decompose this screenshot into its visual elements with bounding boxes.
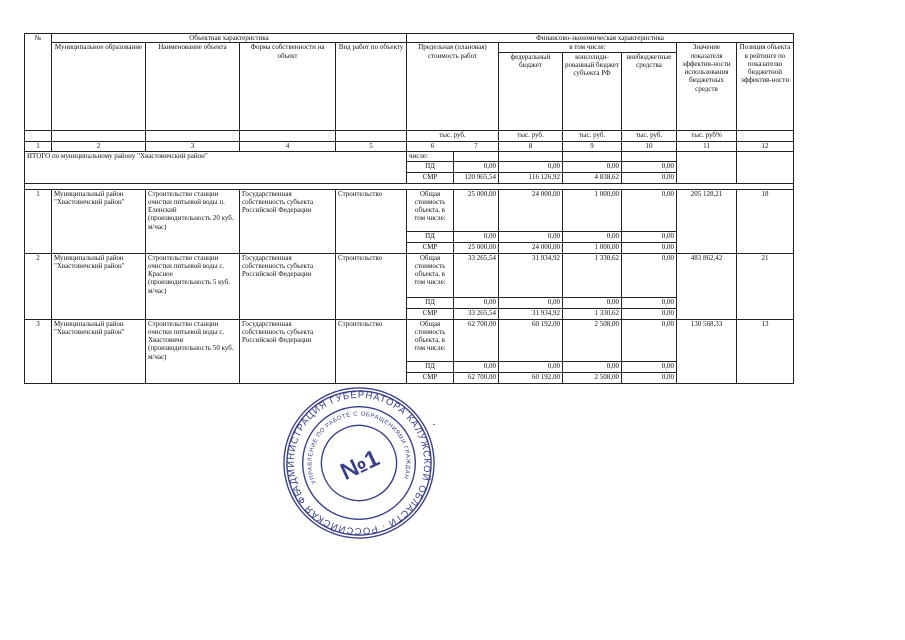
work-type-cell: СМР (407, 242, 454, 253)
object-ownership: Государственная собственность субъекта Российской Федерации (240, 189, 336, 253)
work-type-cell: ПД (407, 161, 454, 172)
unit-extra: тыс. руб. (622, 130, 677, 141)
object-row-3 (25, 319, 794, 361)
header-work-type: Вид работ по объекту (336, 43, 407, 130)
value-extra: 0,00 (622, 172, 677, 183)
value-federal: 60 192,00 (499, 319, 563, 361)
value-consolidated: 0,00 (563, 161, 622, 172)
header-finance-group: Финансово-экономическая характеристика (407, 34, 794, 43)
header-rank: Позиция объекта в рейтинге по показателю бюджетной эффектив-ности (737, 43, 794, 130)
value-extra: 0,00 (622, 242, 677, 253)
col-number: 9 (563, 141, 622, 151)
value-extra: 0,00 (622, 319, 677, 361)
stamp-outer-text: АДМИНИСТРАЦИЯ ГУБЕРНАТОРА КАЛУЖСКОЙ ОБЛАСТИ · РОССИЙСКАЯ ФЕДЕРАЦИЯ (285, 389, 433, 537)
col-number: 4 (240, 141, 336, 151)
col-number: 3 (146, 141, 240, 151)
value-consolidated: 4 838,62 (563, 172, 622, 183)
object-no: 2 (25, 253, 52, 319)
stamp-number: №1 (336, 445, 384, 486)
value-total: 0,00 (454, 161, 499, 172)
value-extra: 0,00 (622, 372, 677, 383)
value-extra: 0,00 (622, 361, 677, 372)
value-consolidated: 1 000,00 (563, 189, 622, 231)
value-federal: 24 000,00 (499, 242, 563, 253)
work-type-cell: СМР (407, 308, 454, 319)
value-extra: 0,00 (622, 231, 677, 242)
value-federal: 31 934,92 (499, 308, 563, 319)
value-total: 62 700,00 (454, 319, 499, 361)
value-federal: 0,00 (499, 297, 563, 308)
object-name: Строительство станции очистки питьевой воды с. Хвастовичи (производительность 50 куб. м/час) (146, 319, 240, 383)
col-number (407, 141, 499, 151)
col-number-7: 7 (474, 141, 478, 150)
general-cost-label: Общая стоимость объекта, в том числе: (407, 189, 454, 231)
value-federal: 0,00 (499, 161, 563, 172)
total-label: ИТОГО по муниципальному району "Хвастовичский район" (25, 151, 407, 183)
value-federal: 24 000,00 (499, 189, 563, 231)
efficiency-value: 483 862,42 (677, 253, 737, 319)
work-type-cell: ПД (407, 297, 454, 308)
header-object-name: Наименование объекта (146, 43, 240, 130)
object-work-type: Строительство (336, 253, 407, 319)
efficiency-value: 130 568,33 (677, 319, 737, 383)
value-federal: 0,00 (499, 231, 563, 242)
unit-total: тыс. руб. (407, 130, 499, 141)
object-municipality: Муниципальный район "Хвастовичский район" (52, 319, 146, 383)
unit-efficiency: тыс. руб% (677, 130, 737, 141)
value-extra: 0,00 (622, 253, 677, 297)
header-no: № (25, 34, 52, 131)
value-total: 25 000,00 (454, 242, 499, 253)
value-federal: 0,00 (499, 361, 563, 372)
col-number: 11 (677, 141, 737, 151)
col-number: 1 (25, 141, 52, 151)
rank-value: 18 (737, 189, 794, 253)
value-extra: 0,00 (622, 189, 677, 231)
col-number: 5 (336, 141, 407, 151)
col-number: 2 (52, 141, 146, 151)
col-number: 8 (499, 141, 563, 151)
object-row-2 (25, 253, 794, 297)
unit-federal: тыс. руб. (499, 130, 563, 141)
object-municipality: Муниципальный район "Хвастовичский район" (52, 189, 146, 253)
value-extra: 0,00 (622, 297, 677, 308)
header-efficiency: Значение показателя эффектив-ности использования бюджетных средств (677, 43, 737, 130)
header-federal: федеральный бюджет (499, 52, 563, 130)
value-federal: 60 192,00 (499, 372, 563, 383)
object-work-type: Строительство (336, 189, 407, 253)
object-municipality: Муниципальный район "Хвастовичский район" (52, 253, 146, 319)
header-ownership: Форма собственности на объект (240, 43, 336, 130)
value-total: 25 000,00 (454, 189, 499, 231)
work-type-cell: СМР (407, 372, 454, 383)
object-name: Строительство станции очистки питьевой воды с. Красное (производительность 5 куб. м/час) (146, 253, 240, 319)
value-extra: 0,00 (622, 161, 677, 172)
object-ownership: Государственная собственность субъекта Российской Федерации (240, 253, 336, 319)
value-total: 33 265,54 (454, 253, 499, 297)
speck (433, 424, 435, 425)
value-total: 62 700,00 (454, 372, 499, 383)
value-total: 0,00 (454, 361, 499, 372)
object-no: 3 (25, 319, 52, 383)
object-ownership: Государственная собственность субъекта Российской Федерации (240, 319, 336, 383)
value-consolidated: 2 508,00 (563, 372, 622, 383)
work-type-cell: ПД (407, 361, 454, 372)
object-no: 1 (25, 189, 52, 253)
header-object-group: Объектная характеристика (52, 34, 407, 43)
work-type-cell: ПД (407, 231, 454, 242)
value-consolidated: 1 330,62 (563, 253, 622, 297)
value-federal: 116 126,92 (499, 172, 563, 183)
value-consolidated: 1 330,62 (563, 308, 622, 319)
value-consolidated: 0,00 (563, 361, 622, 372)
general-cost-label: Общая стоимость объекта, в том числе: (407, 319, 454, 361)
unit-consolidated: тыс. руб. (563, 130, 622, 141)
value-consolidated: 2 508,00 (563, 319, 622, 361)
value-total: 0,00 (454, 231, 499, 242)
official-stamp (280, 384, 438, 542)
value-federal: 31 934,92 (499, 253, 563, 297)
total-sub-label: числе: (407, 151, 454, 161)
header-extra: внебюджетные средства (622, 52, 677, 130)
work-type-cell: СМР (407, 172, 454, 183)
header-municipality: Муниципальное образование (52, 43, 146, 130)
rank-value: 21 (737, 253, 794, 319)
col-number: 10 (622, 141, 677, 151)
value-total: 0,00 (454, 297, 499, 308)
value-consolidated: 0,00 (563, 231, 622, 242)
efficiency-value: 205 128,21 (677, 189, 737, 253)
rank-value: 13 (737, 319, 794, 383)
value-consolidated: 0,00 (563, 297, 622, 308)
value-total: 33 265,54 (454, 308, 499, 319)
object-row-1 (25, 189, 794, 231)
object-work-type: Строительство (336, 319, 407, 383)
value-consolidated: 1 000,00 (563, 242, 622, 253)
col-number: 12 (737, 141, 794, 151)
stamp-inner-text: УПРАВЛЕНИЕ ПО РАБОТЕ С ОБРАЩЕНИЯМИ ГРАЖДАН (307, 411, 411, 485)
header-consolidated: консолиди-рованный бюджет субъекта РФ (563, 52, 622, 130)
value-total: 120 965,54 (454, 172, 499, 183)
header-including: в том числе: (499, 43, 677, 52)
general-cost-label: Общая стоимость объекта, в том числе: (407, 253, 454, 297)
object-name: Строительство станции очистки питьевой воды п. Еленский (производительность 20 куб. м/час) (146, 189, 240, 253)
total-row-header (25, 151, 794, 161)
budget-table (24, 33, 794, 384)
value-extra: 0,00 (622, 308, 677, 319)
header-limit-cost: Предельная (плановая) стоимость работ (407, 43, 499, 130)
col-number-6: 6 (430, 141, 435, 150)
